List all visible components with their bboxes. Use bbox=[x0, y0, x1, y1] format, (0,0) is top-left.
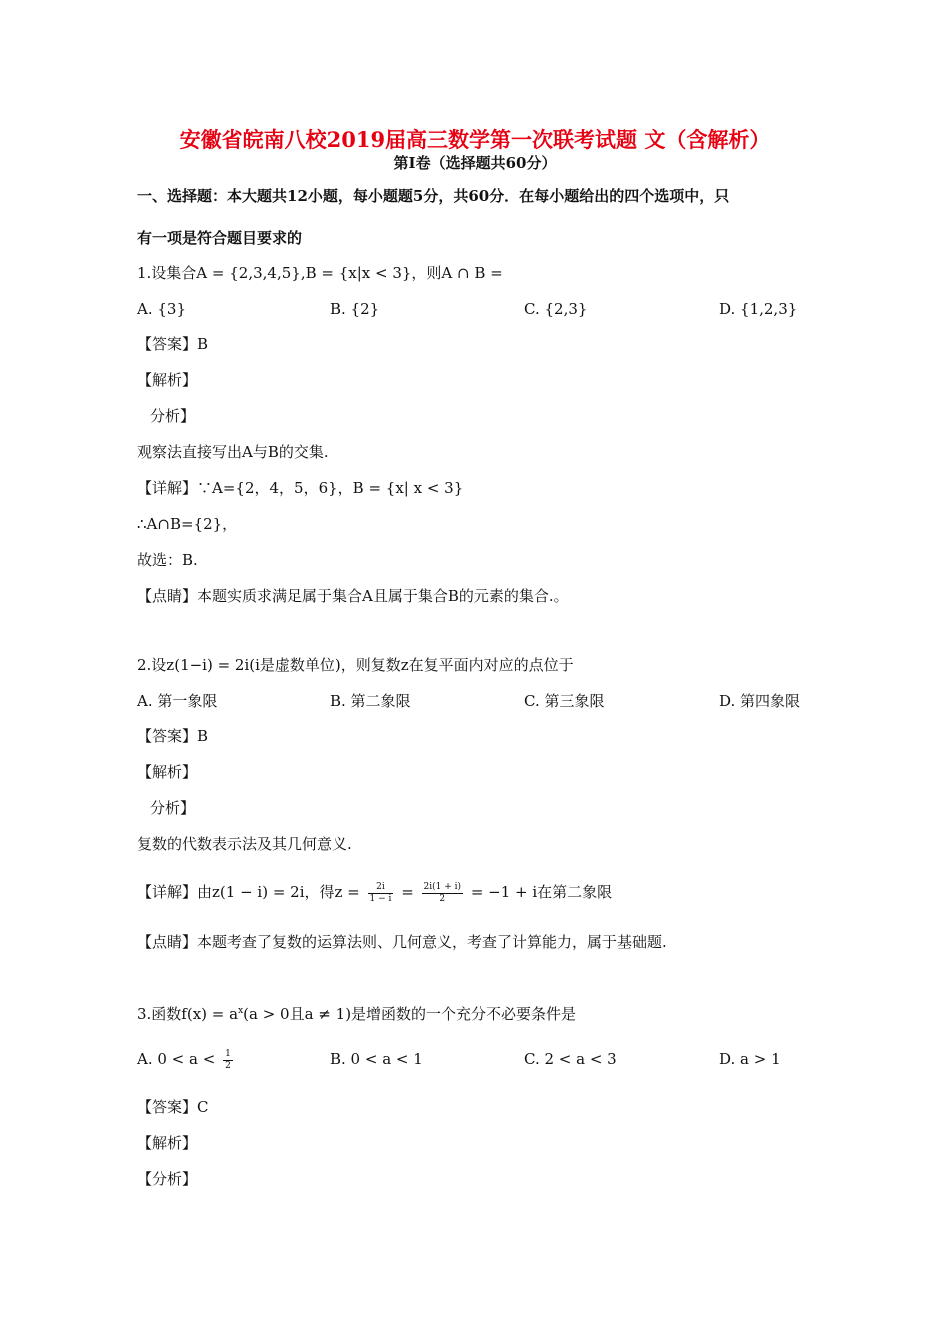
q2-comment: 【点睛】本题考查了复数的运算法则、几何意义，考查了计算能力，属于基础题. bbox=[137, 933, 667, 951]
section-heading-line1: 一、选择题：本大题共12小题，每小题题5分，共60分．在每小题给出的四个选项中，只 bbox=[137, 187, 730, 205]
q2-detail bbox=[137, 873, 612, 911]
q1-answer: 【答案】B bbox=[137, 335, 209, 353]
q2-option-d: D. 第四象限 bbox=[719, 692, 801, 710]
q2-option-c: C. 第三象限 bbox=[524, 692, 605, 710]
q3-option-a bbox=[137, 1040, 236, 1078]
q2-fenxi-heading: 分析】 bbox=[150, 799, 196, 817]
q3-option-b: B. 0 < a < 1 bbox=[330, 1050, 423, 1068]
q1-option-a: A. {3} bbox=[137, 300, 186, 318]
q3-option-a-denominator: 2 bbox=[225, 1060, 231, 1071]
q1-analysis-heading: 【解析】 bbox=[137, 371, 198, 389]
q2-option-a: A. 第一象限 bbox=[137, 692, 218, 710]
q1-option-c: C. {2,3} bbox=[524, 300, 588, 318]
q3-option-a-numerator: 1 bbox=[225, 1048, 231, 1059]
q3-analysis-heading: 【解析】 bbox=[137, 1134, 198, 1152]
q1-choose: 故选：B. bbox=[137, 551, 198, 569]
q3-stem-exponent: x bbox=[238, 1006, 244, 1016]
q2-analysis-heading: 【解析】 bbox=[137, 763, 198, 781]
q2-fenxi-text: 复数的代数表示法及其几何意义. bbox=[137, 835, 352, 853]
q2-option-b: B. 第二象限 bbox=[330, 692, 411, 710]
page-subtitle: 第Ⅰ卷（选择题共60分） bbox=[393, 154, 557, 172]
q2-fraction-1-numerator: 2i bbox=[368, 882, 394, 894]
q1-option-b: B. {2} bbox=[330, 300, 380, 318]
q3-option-d: D. a > 1 bbox=[719, 1050, 781, 1068]
q3-option-c: C. 2 < a < 3 bbox=[524, 1050, 617, 1068]
q3-stem-post: (a > 0且a ≠ 1)是增函数的一个充分不必要条件是 bbox=[243, 1005, 577, 1023]
q3-option-a-text: A. 0 < a < bbox=[137, 1050, 216, 1068]
q2-detail-pre: 【详解】由z(1 − i) = 2i，得z = bbox=[137, 883, 360, 901]
q1-detail: 【详解】∵A={2，4，5，6}，B = {x| x < 3} bbox=[137, 479, 464, 497]
q2-fraction-1 bbox=[368, 882, 394, 905]
q1-fenxi-heading: 分析】 bbox=[150, 407, 196, 425]
q3-answer: 【答案】C bbox=[137, 1098, 209, 1116]
q2-fraction-2-denominator: 2 bbox=[439, 893, 446, 904]
q1-comment: 【点睛】本题实质求满足属于集合A且属于集合B的元素的集合.。 bbox=[137, 587, 569, 605]
section-heading-line2: 有一项是符合题目要求的 bbox=[137, 229, 303, 247]
q2-fraction-1-denominator: 1 − i bbox=[369, 893, 392, 904]
q2-stem: 2.设z(1−i) = 2i(i是虚数单位)，则复数z在复平面内对应的点位于 bbox=[137, 656, 574, 674]
page-title: 安徽省皖南八校2019届高三数学第一次联考试题 文（含解析） bbox=[179, 127, 771, 152]
q1-fenxi-text: 观察法直接写出A与B的交集. bbox=[137, 443, 329, 461]
q2-fraction-2-numerator: 2i(1 + i) bbox=[423, 881, 462, 892]
q1-stem: 1.设集合A = {2,3,4,5},B = {x|x < 3}，则A ∩ B = bbox=[137, 264, 503, 282]
q3-fenxi-heading: 【分析】 bbox=[137, 1170, 198, 1188]
q3-option-a-fraction bbox=[223, 1049, 233, 1072]
q2-fraction-2 bbox=[422, 882, 464, 905]
q2-detail-post: = −1 + i在第二象限 bbox=[470, 883, 613, 901]
q3-stem-pre: 3.函数f(x) = a bbox=[137, 1005, 239, 1023]
q1-option-d: D. {1,2,3} bbox=[719, 300, 798, 318]
q2-equals: = bbox=[401, 883, 414, 901]
q2-answer: 【答案】B bbox=[137, 727, 209, 745]
q3-stem bbox=[137, 1001, 576, 1024]
q1-step: ∴A∩B={2}， bbox=[137, 515, 238, 533]
